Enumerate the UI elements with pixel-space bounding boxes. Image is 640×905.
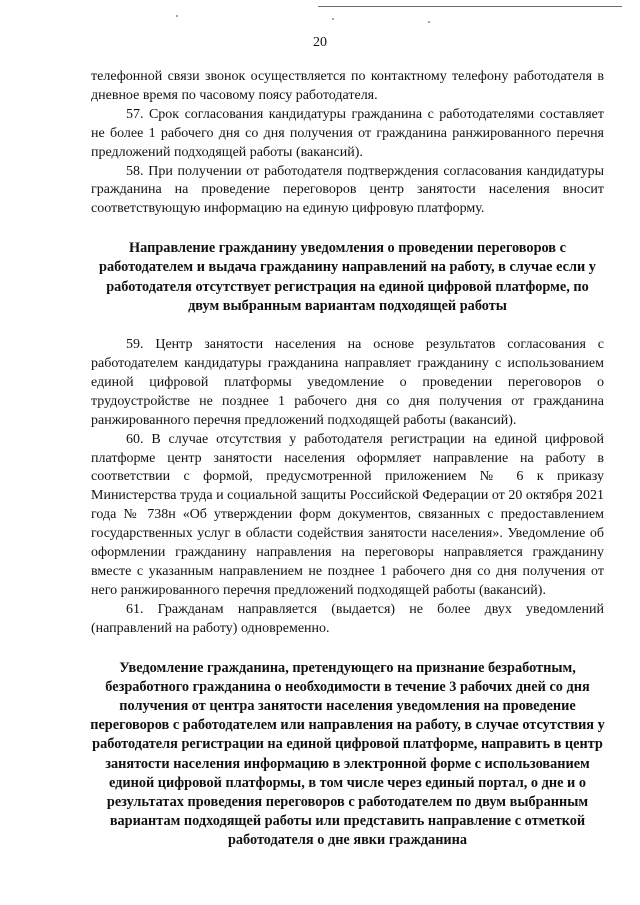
paragraph-61: 61. Гражданам направляется (выдается) не более двух уведомлений (направлений на работу) одновременно. [91,601,604,636]
scan-speck [428,21,430,23]
page-number: 20 [313,35,327,50]
paragraph-57: 57. Срок согласования кандидатуры гражданина с работодателями составляет не более 1 рабочего дня со дня получения от гражданина ранжированного перечня предложений подходящей работы (вакансий). [91,106,604,160]
scan-edge-line [318,6,622,7]
document-body [91,68,604,851]
paragraph-59: 59. Центр занятости населения на основе результатов согласования с работодателем кандидатуры гражданина направляет гражданину с использованием единой цифровой платформы уведомление о проведении переговоров о трудоустройстве не позднее 1 рабочего дня со дня получения от гражданина ранжированного перечня предложений подходящей работы (вакансий). [91,337,604,428]
paragraph-continuation: телефонной связи звонок осуществляется по контактному телефону работодателя в дневное время по часовому поясу работодателя. [91,69,604,103]
paragraph-60: 60. В случае отсутствия у работодателя регистрации на единой цифровой платформе центр занятости населения оформляет направление на работу в соответствии с формой, предусмотренной приложением № 6 к приказу Министерства труда и социальной защиты Российской Федерации от 20 октября 2021 года № 738н «Об утверждении форм документов, связанных с предоставлением государственных услуг в области содействия занятости населения». Уведомление об оформлении гражданину направления на переговоры направляется гражданину вместе с указанным направлением не позднее 1 рабочего дня со дня получения от него ранжированного перечня предложений подходящей работы (вакансий). [91,431,604,598]
section-heading-notification: Уведомление гражданина, претендующего на признание безработным, безработного гражданина о необходимости в течение 3 рабочих дней со дня получения от центра занятости населения уведомления на проведение переговоров с работодателем или направления на работу, в случае отсутствия у работодателя регистрации на единой цифровой платформе, направить в центр занятости населения информацию в электронной форме с использованием единой цифровой платформы, в том числе через единый портал, о дне и о результатах проведения переговоров с работодателем по двум выбранным вариантам подходящей работы или представить направление с отметкой работодателя о дне явки гражданина [90,659,605,849]
scan-speck [332,18,334,20]
paragraph-58: 58. При получении от работодателя подтверждения согласования кандидатуры гражданина на проведение переговоров центр занятости населения вносит соответствующую информацию на единую цифровую платформу. [91,163,604,217]
section-heading-referral: Направление гражданину уведомления о проведении переговоров с работодателем и выдача гражданину направлений на работу, в случае если у работодателя отсутствует регистрация на единой цифровой платформе, по двум выбранным вариантам подходящей работы [99,240,596,314]
scan-speck [176,15,178,17]
